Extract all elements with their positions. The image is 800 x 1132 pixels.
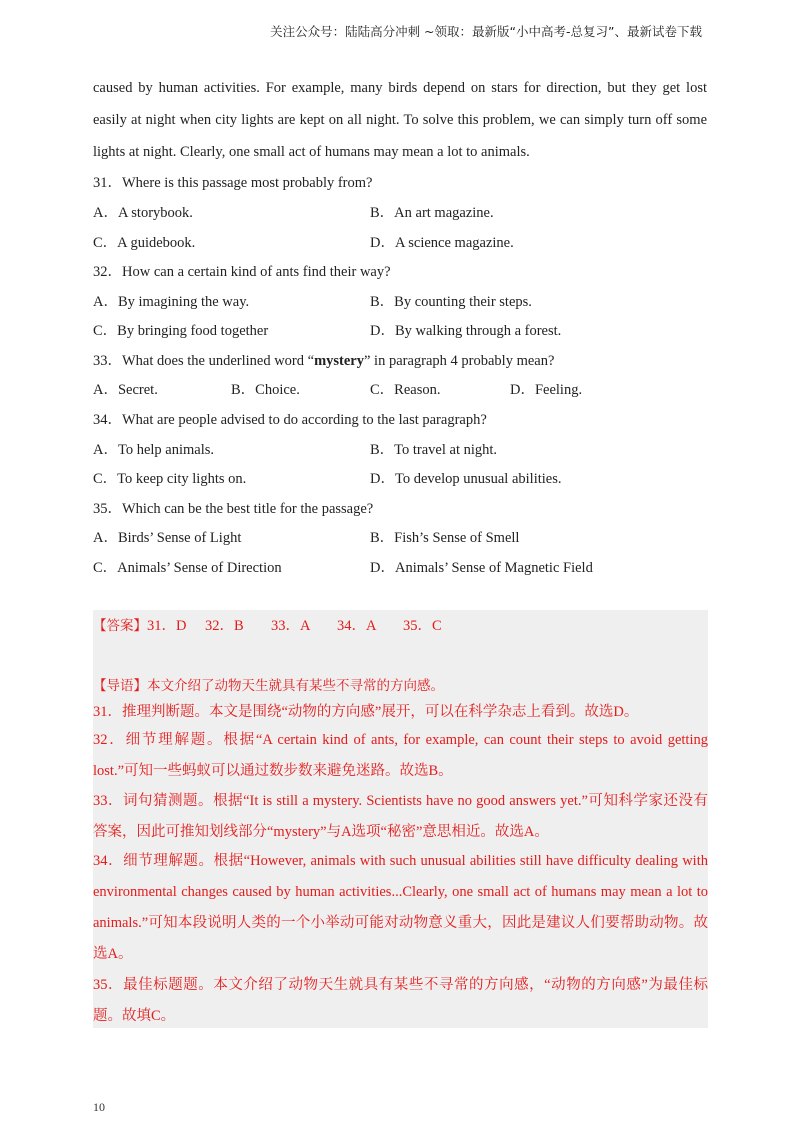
answer-34: 34．A (337, 618, 377, 634)
explanation-32: 32．细节理解题。根据“A certain kind of ants, for example, can count their steps to avoid getting lost.”可知一些蚂蚁可以通过数步数来避免迷路。故选B。 (93, 732, 708, 779)
question-32-option-b: B．By counting their steps. (370, 294, 532, 310)
answer-label: 【答案】 (93, 618, 147, 634)
question-35-option-b: B．Fish’s Sense of Smell (370, 530, 520, 546)
question-33-option-d: D．Feeling. (510, 382, 583, 398)
answer-33: 33．A (271, 618, 311, 634)
question-34-stem: 34．What are people advised to do according to the last paragraph? (93, 412, 487, 428)
question-32-option-a: A．By imagining the way. (93, 294, 250, 310)
question-35-stem: 35．Which can be the best title for the passage? (93, 501, 374, 517)
explanation-34: 34．细节理解题。根据“However, animals with such unusual abilities still have difficulty dealing with environmental changes caused by human activities...Clearly, one small act of humans may mean a lot to animals.”可知本段说明人类的一个小举动可能对动物意义重大，因此是建议人们要帮助动物。故选A。 (93, 853, 708, 962)
question-33-option-a: A．Secret. (93, 382, 158, 398)
question-33-stem (93, 349, 554, 370)
answer-31: 31．D (147, 618, 187, 634)
question-32-option-c: C．By bringing food together (93, 323, 269, 339)
explanation-33: 33．词句猜测题。根据“It is still a mystery. Scientists have no good answers yet.”可知科学家还没有答案，因此可推知划线部分“mystery”与A选项“秘密”意思相近。故选A。 (93, 793, 708, 840)
question-31-stem: 31．Where is this passage most probably from? (93, 175, 373, 191)
question-31-option-b: B．An art magazine. (370, 205, 494, 221)
question-33-option-b: B．Choice. (231, 382, 300, 398)
page-header: 关注公众号：陆陆高分冲刺 ~领取：最新版“小中高考-总复习”、最新试卷下载 (270, 24, 702, 39)
question-34-option-a: A．To help animals. (93, 442, 215, 458)
question-32-option-d: D．By walking through a forest. (370, 323, 562, 339)
question-35-option-c: C．Animals’ Sense of Direction (93, 560, 282, 576)
question-34-option-d: D．To develop unusual abilities. (370, 471, 562, 487)
explanation-31: 31．推理判断题。本文是围绕“动物的方向感”展开，可以在科学杂志上看到。故选D。 (93, 704, 639, 720)
question-35-option-a: A．Birds’ Sense of Light (93, 530, 242, 546)
question-35-option-d: D．Animals’ Sense of Magnetic Field (370, 560, 593, 576)
question-34-option-b: B．To travel at night. (370, 442, 498, 458)
question-31-option-c: C．A guidebook. (93, 235, 196, 251)
question-31-option-d: D．A science magazine. (370, 235, 514, 251)
question-33-underlined-word: mystery (314, 353, 364, 369)
question-33-stem-pre: 33．What does the underlined word “ (93, 353, 315, 369)
question-33-stem-post: ” in paragraph 4 probably mean? (363, 353, 555, 369)
question-33-option-c: C．Reason. (370, 382, 441, 398)
answer-key (93, 614, 708, 635)
answer-32: 32．B (205, 618, 244, 634)
guide-text: 【导语】本文介绍了动物天生就具有某些不寻常的方向感。 (93, 678, 444, 694)
explanation-35: 35．最佳标题题。本文介绍了动物天生就具有某些不寻常的方向感，“动物的方向感”为最佳标题。故填C。 (93, 977, 708, 1024)
passage-end-paragraph: caused by human activities. For example, many birds depend on stars for direction, but they get lost easily at night when city lights are kept on all night. To solve this problem, we can simply turn off some lights at night. Clearly, one small act of humans may mean a lot to animals. (93, 80, 707, 160)
question-34-option-c: C．To keep city lights on. (93, 471, 247, 487)
page-number: 10 (93, 1100, 105, 1114)
answer-35: 35．C (403, 618, 442, 634)
question-32-stem: 32．How can a certain kind of ants find their way? (93, 264, 391, 280)
question-31-option-a: A．A storybook. (93, 205, 193, 221)
